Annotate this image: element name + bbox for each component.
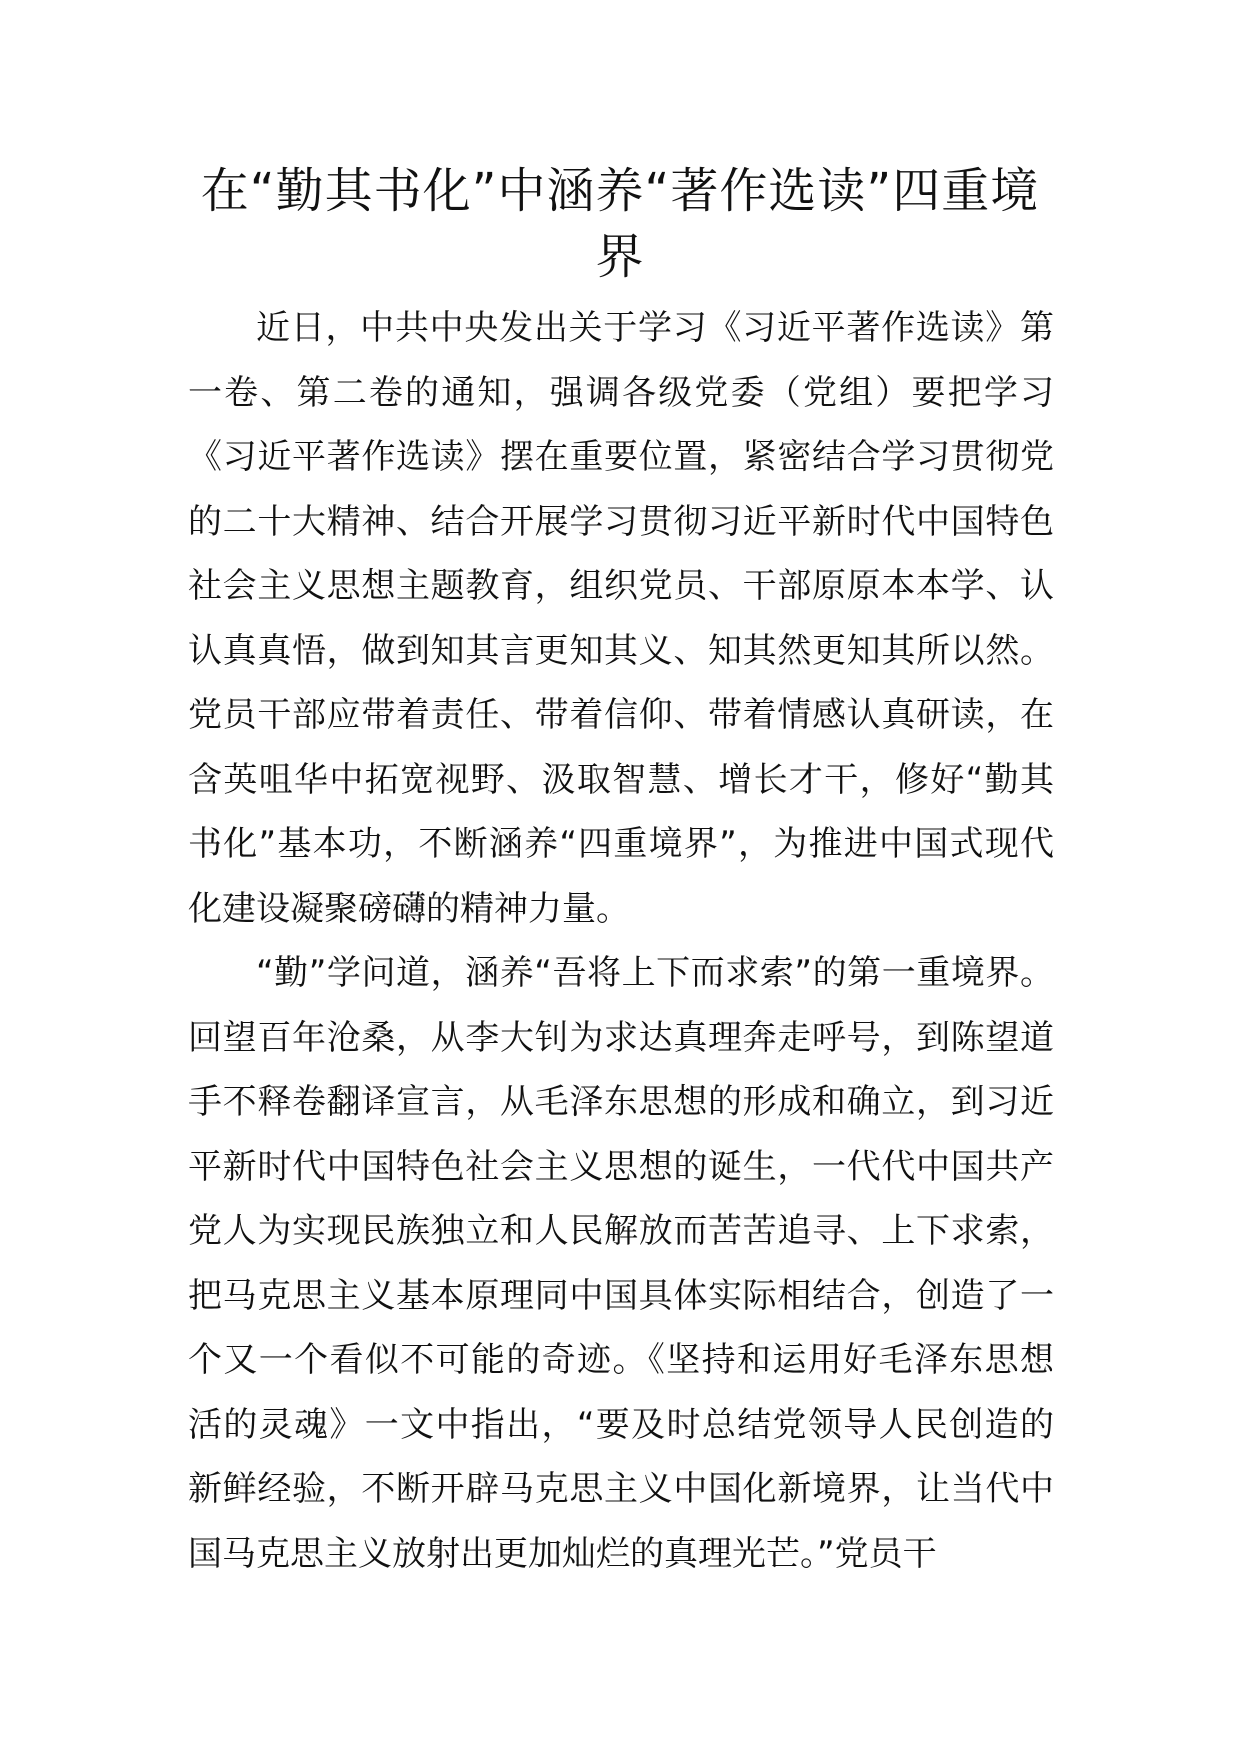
- paragraph-intro: 近日，中共中央发出关于学习《习近平著作选读》第一卷、第二卷的通知，强调各级党委（党组）要把学习《习近平著作选读》摆在重要位置，紧密结合学习贯彻党的二十大精神、结合开展学习贯彻习近平新时代中国特色社会主义思想主题教育，组织党员、干部原原本本学、认认真真悟，做到知其言更知其义、知其然更知其所以然。党员干部应带着责任、带着信仰、带着情感认真研读，在含英咀华中拓宽视野、汲取智慧、增长才干，修好“勤其书化”基本功，不断涵养“四重境界”，为推进中国式现代化建设凝聚磅礴的精神力量。: [188, 308, 1054, 929]
- document-title: 在“勤其书化”中涵养“著作选读”四重境界: [200, 163, 1040, 285]
- document-body: [188, 296, 1054, 1586]
- paragraph-first-realm: “勤”学问道，涵养“吾将上下而求索”的第一重境界。回望百年沧桑，从李大钊为求达真理奔走呼号，到陈望道手不释卷翻译宣言，从毛泽东思想的形成和确立，到习近平新时代中国特色社会主义思想的诞生，一代代中国共产党人为实现民族独立和人民解放而苦苦追寻、上下求索，把马克思主义基本原理同中国具体实际相结合，创造了一个又一个看似不可能的奇迹。《坚持和运用好毛泽东思想活的灵魂》一文中指出，“要及时总结党领导人民创造的新鲜经验，不断开辟马克思主义中国化新境界，让当代中国马克思主义放射出更加灿烂的真理光芒。”党员干: [188, 953, 1054, 1574]
